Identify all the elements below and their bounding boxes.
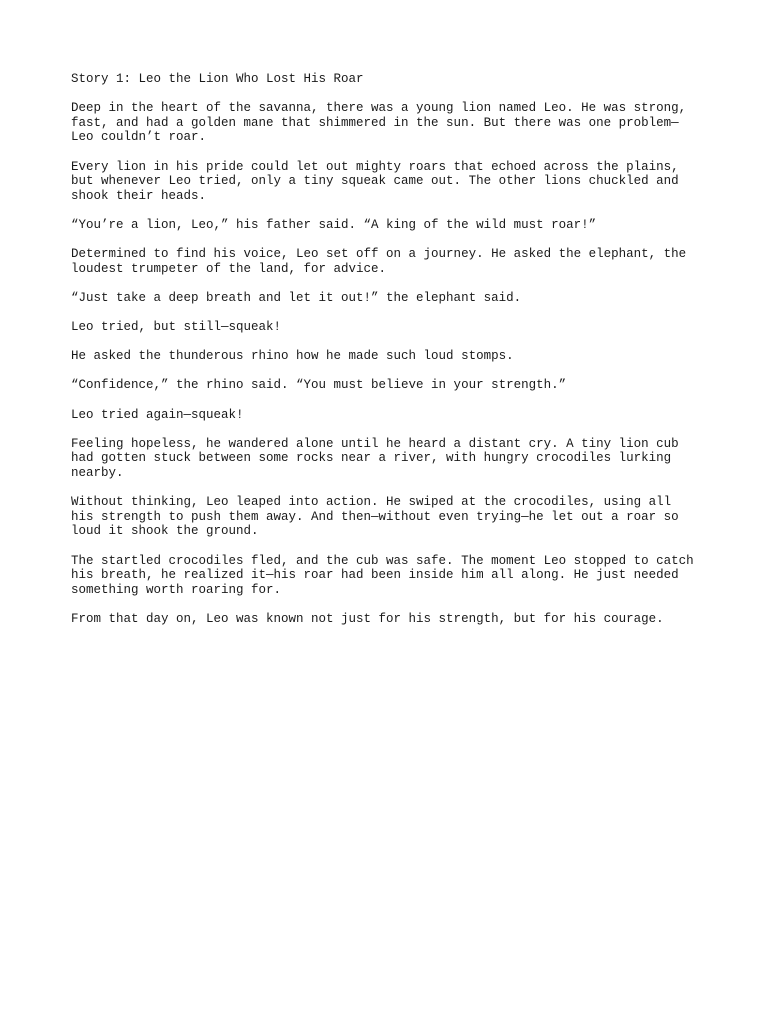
paragraph-12: The startled crocodiles fled, and the cub was safe. The moment Leo stopped to catch his breath, he realized it—his roar had been inside him all along. He just needed something worth roaring for. bbox=[71, 553, 694, 597]
paragraph-1: Deep in the heart of the savanna, there was a young lion named Leo. He was strong, fast, and had a golden mane that shimmered in the sun. But there was one problem— Leo couldn’t roar. bbox=[71, 101, 687, 145]
paragraph-7: He asked the thunderous rhino how he made such loud stomps. bbox=[71, 349, 514, 364]
paragraph-2: Every lion in his pride could let out mighty roars that echoed across the plains, but whenever Leo tried, only a tiny squeak came out. The other lions chuckled and shook their heads. bbox=[71, 159, 679, 203]
document-page bbox=[71, 72, 711, 641]
paragraph-11: Without thinking, Leo leaped into action. He swiped at the crocodiles, using all his strength to push them away. And then—without even trying—he let out a roar so loud it shook the ground. bbox=[71, 495, 679, 539]
paragraph-3: “You’re a lion, Leo,” his father said. “A king of the wild must roar!” bbox=[71, 217, 597, 232]
story-title: Story 1: Leo the Lion Who Lost His Roar bbox=[71, 72, 364, 86]
paragraph-13: From that day on, Leo was known not just for his strength, but for his courage. bbox=[71, 611, 664, 626]
paragraph-5: “Just take a deep breath and let it out!” the elephant said. bbox=[71, 290, 522, 305]
paragraph-6: Leo tried, but still—squeak! bbox=[71, 320, 282, 335]
paragraph-8: “Confidence,” the rhino said. “You must believe in your strength.” bbox=[71, 378, 567, 393]
paragraph-9: Leo tried again—squeak! bbox=[71, 407, 244, 422]
paragraph-10: Feeling hopeless, he wandered alone until he heard a distant cry. A tiny lion cub had gotten stuck between some rocks near a river, with hungry crocodiles lurking nearby. bbox=[71, 436, 679, 481]
paragraph-4: Determined to find his voice, Leo set off on a journey. He asked the elephant, the loudest trumpeter of the land, for advice. bbox=[71, 247, 687, 276]
